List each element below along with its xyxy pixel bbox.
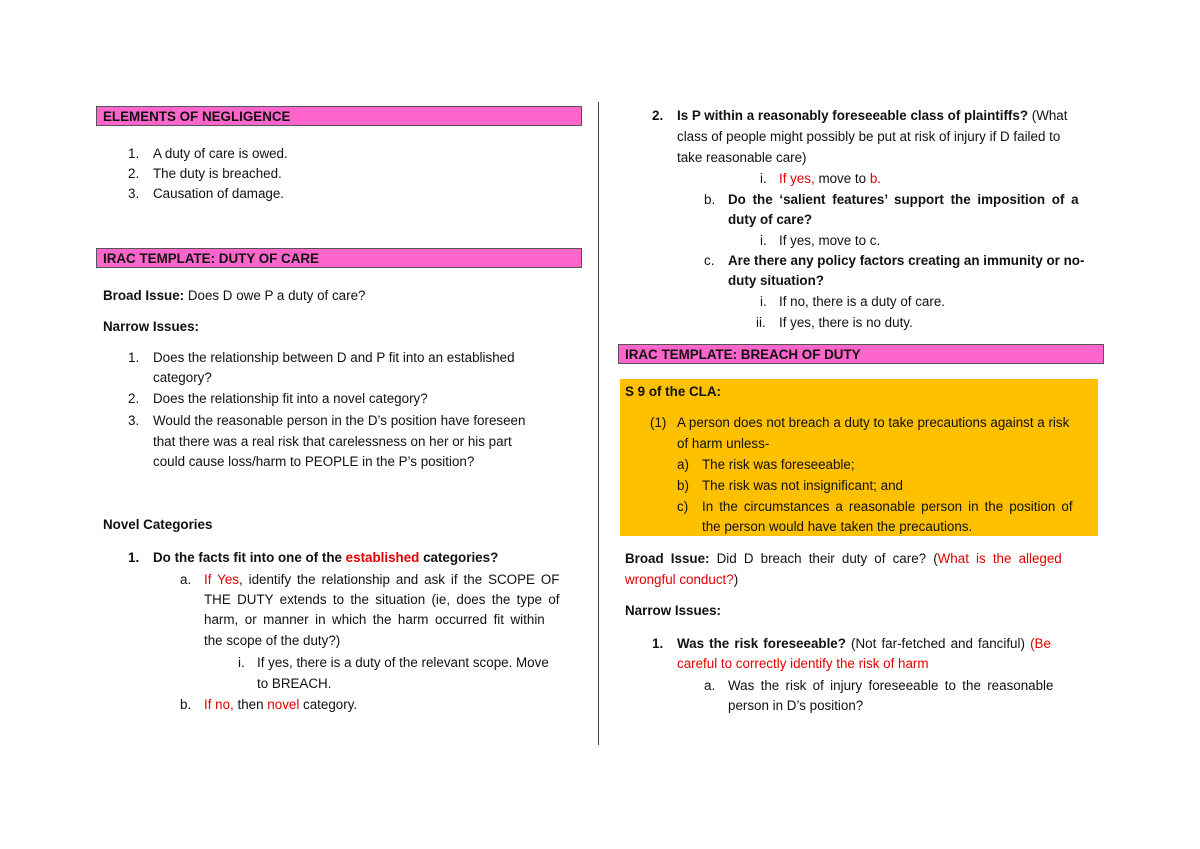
cla-a-label: a)	[677, 457, 689, 472]
novel-q1-a: Do the facts fit into one of the	[153, 550, 346, 565]
breach-broad-red1: What is the alleged	[937, 551, 1062, 566]
broad-issue-label: Broad Issue:	[103, 288, 185, 303]
cla-c-line2: the person would have taken the precautions.	[702, 519, 973, 534]
b-line1: Do the ‘salient features’ support the imposition of a	[728, 192, 1079, 207]
b-label: b.	[704, 192, 716, 207]
novel-b-mid: then	[233, 697, 268, 712]
breach-broad-end: )	[733, 572, 739, 587]
broad-issue-text: Does D owe P a duty of care?	[184, 288, 366, 303]
breach-broad-red2: wrongful conduct?	[625, 572, 734, 587]
cla-heading: S 9 of the CLA:	[625, 384, 721, 399]
narrow-3-line2: that there was a real risk that carelessness on her or his part	[153, 434, 512, 449]
q2-line2: class of people might possibly be put at risk of injury if D failed to	[677, 129, 1061, 144]
ci-label: i.	[760, 294, 767, 309]
breach-broad-line2	[625, 570, 738, 590]
q2i-red2: b.	[869, 171, 881, 186]
novel-b-end: category.	[299, 697, 358, 712]
bi-label: i.	[760, 233, 767, 248]
narrow-3-num: 3.	[128, 413, 140, 428]
cla-c-label: c)	[677, 499, 689, 514]
novel-a-line4: the scope of the duty?)	[204, 633, 341, 648]
novel-ai-line2: to BREACH.	[257, 676, 332, 691]
breach-heading: IRAC TEMPLATE: BREACH OF DUTY	[618, 344, 1104, 364]
q2-num: 2.	[652, 108, 664, 123]
novel-ai-line1: If yes, there is a duty of the relevant scope. Move	[257, 655, 549, 670]
novel-a-line2: THE DUTY extends to the situation (ie, does the type of	[204, 592, 560, 607]
novel-b-label: b.	[180, 697, 192, 712]
cla1-num: (1)	[650, 415, 667, 430]
b-line2: duty of care?	[728, 212, 813, 227]
breach-narrow-label: Narrow Issues:	[625, 603, 722, 618]
column-divider	[598, 102, 599, 745]
novel-q1	[153, 548, 498, 568]
novel-a-label: a.	[180, 572, 192, 587]
elements-heading: ELEMENTS OF NEGLIGENCE	[96, 106, 582, 126]
novel-b-red2: novel	[267, 697, 300, 712]
r1-line1	[677, 634, 1051, 654]
r1-num: 1.	[652, 636, 664, 651]
ra-line1: Was the risk of injury foreseeable to the reasonable	[728, 678, 1054, 693]
narrow-1-line2: category?	[153, 370, 212, 385]
r1-bold: Was the risk foreseeable?	[677, 636, 846, 651]
cla-a-text: The risk was foreseeable;	[702, 457, 855, 472]
c-label: c.	[704, 253, 715, 268]
narrow-1-num: 1.	[128, 350, 140, 365]
cla1-line2: of harm unless-	[677, 436, 770, 451]
element-3-num: 3.	[128, 186, 140, 201]
c-line1: Are there any policy factors creating an immunity or no-	[728, 253, 1085, 268]
q2-rest: (What	[1028, 108, 1068, 123]
bi-text: If yes, move to c.	[779, 233, 881, 248]
novel-q1-red: established	[345, 550, 420, 565]
breach-broad-label: Broad Issue:	[625, 551, 710, 566]
r1-red1: (Be	[1030, 636, 1051, 651]
cii-text: If yes, there is no duty.	[779, 315, 913, 330]
narrow-3-line1: Would the reasonable person in the D’s position have foreseen	[153, 413, 526, 428]
narrow-1-line1: Does the relationship between D and P fit into an established	[153, 350, 515, 365]
novel-q1-num: 1.	[128, 550, 140, 565]
cla1-line1: A person does not breach a duty to take precautions against a risk	[677, 415, 1070, 430]
breach-broad-line1	[625, 549, 1062, 569]
cla-b-text: The risk was not insignificant; and	[702, 478, 903, 493]
q2i-red: If yes,	[779, 171, 815, 186]
novel-a-rest: , identify the relationship and ask if the SCOPE OF	[238, 572, 560, 587]
q2i-mid: move to	[814, 171, 870, 186]
novel-a-red: If Yes	[204, 572, 239, 587]
breach-broad-text: Did D breach their duty of care? (	[709, 551, 938, 566]
novel-b-red1: If no,	[204, 697, 234, 712]
narrow-2-line1: Does the relationship fit into a novel category?	[153, 391, 428, 406]
q2-bold: Is P within a reasonably foreseeable class of plaintiffs?	[677, 108, 1029, 123]
narrow-3-line3: could cause loss/harm to PEOPLE in the P’s position?	[153, 454, 475, 469]
cla-b-label: b)	[677, 478, 689, 493]
q2-line3: take reasonable care)	[677, 150, 807, 165]
element-3: Causation of damage.	[153, 186, 285, 201]
element-1-num: 1.	[128, 146, 140, 161]
q2i-label: i.	[760, 171, 767, 186]
narrow-issues-label: Narrow Issues:	[103, 319, 200, 334]
duty-heading: IRAC TEMPLATE: DUTY OF CARE	[96, 248, 582, 268]
ra-line2: person in D’s position?	[728, 698, 864, 713]
element-2-num: 2.	[128, 166, 140, 181]
element-1: A duty of care is owed.	[153, 146, 288, 161]
element-2: The duty is breached.	[153, 166, 282, 181]
r1-text: (Not far-fetched and fanciful)	[845, 636, 1031, 651]
q2i	[779, 169, 881, 189]
cla-c-line1: In the circumstances a reasonable person in the position of	[702, 499, 1073, 514]
ra-label: a.	[704, 678, 716, 693]
novel-heading: Novel Categories	[103, 517, 213, 532]
narrow-2-num: 2.	[128, 391, 140, 406]
cii-label: ii.	[756, 315, 766, 330]
c-line2: duty situation?	[728, 273, 824, 288]
novel-ai-label: i.	[238, 655, 245, 670]
q2-line1	[677, 106, 1067, 126]
novel-a-line3: harm, or manner in which the harm occurred fit within	[204, 612, 545, 627]
ci-text: If no, there is a duty of care.	[779, 294, 945, 309]
broad-issue	[103, 286, 365, 306]
novel-a-line1	[204, 570, 574, 590]
novel-b	[204, 695, 357, 715]
novel-q1-b: categories?	[419, 550, 499, 565]
r1-line2: careful to correctly identify the risk of harm	[677, 656, 929, 671]
